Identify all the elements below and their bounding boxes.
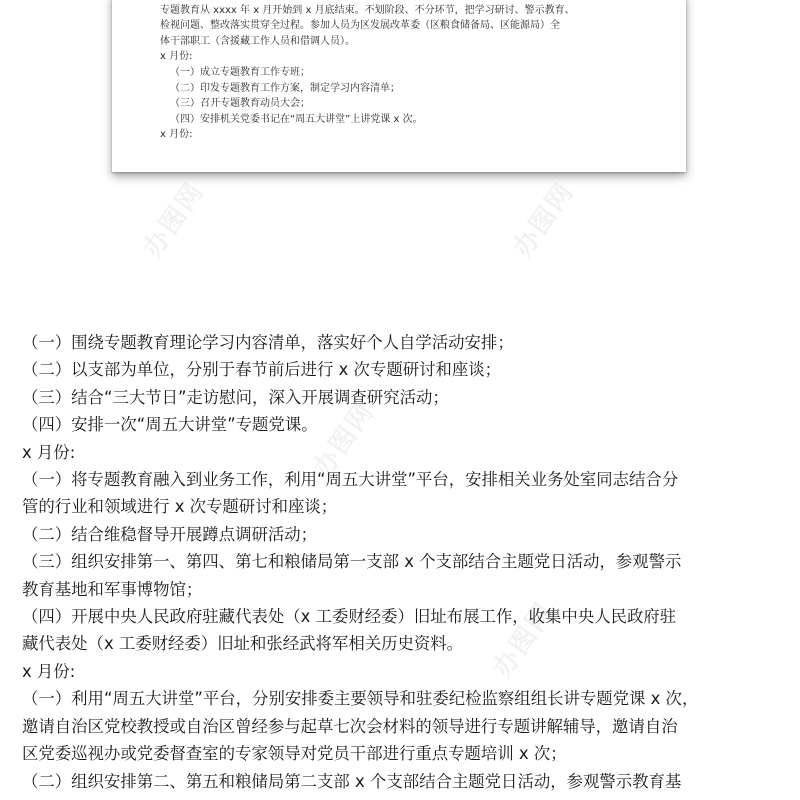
doc-line: 邀请自治区党校教授或自治区曾经参与起草七次会材料的领导进行专题讲解辅导，邀请自治 <box>22 716 678 736</box>
preview-item: （一）成立专题教育工作专班； <box>170 66 310 78</box>
doc-line: （四）开展中央人民政府驻藏代表处（x 工委财经委）旧址布展工作，收集中央人民政府驻 <box>22 607 677 627</box>
doc-line: （一）将专题教育融入到业务工作，利用“周五大讲堂”平台，安排相关业务处室同志结合分 <box>22 470 679 490</box>
preview-line: 检视问题、整改落实贯穿全过程。参加人员为区发展改革委（区粮食储备局、区能源局）全 <box>160 20 560 32</box>
document-preview-card <box>112 0 686 172</box>
doc-line: （一）利用“周五大讲堂”平台，分别安排委主要领导和驻委纪检监察组组长讲专题党课 x 次， <box>22 689 699 709</box>
doc-month-label: x 月份: <box>22 442 76 462</box>
watermark: 办图网 <box>487 596 561 683</box>
doc-line: （一）围绕专题教育理论学习内容清单，落实好个人自学活动安排； <box>22 333 514 352</box>
doc-month-label: x 月份: <box>22 661 76 681</box>
doc-line: （二）以支部为单位，分别于春节前后进行 x 次专题研讨和座谈； <box>22 360 502 380</box>
doc-line: 藏代表处（x 工委财经委）旧址和张经武将军相关历史资料。 <box>22 634 464 654</box>
watermark: 办图网 <box>137 176 211 263</box>
doc-line: （三）结合“三大节日”走访慰问，深入开展调查研究活动； <box>22 387 449 407</box>
preview-month-label: x 月份: <box>160 51 193 63</box>
preview-item: （二）印发专题教育工作方案，制定学习内容清单； <box>170 82 400 94</box>
doc-line: 管的行业和领域进行 x 次专题研讨和座谈； <box>22 497 338 517</box>
preview-month-label: x 月份: <box>160 129 193 141</box>
preview-item: （三）召开专题教育动员大会； <box>170 98 310 110</box>
document-body <box>22 329 782 795</box>
doc-line: （四）安排一次“周五大讲堂”专题党课。 <box>22 415 318 435</box>
doc-line: 教育基地和军事博物馆； <box>22 579 203 599</box>
preview-item: （四）安排机关党委书记在“周五大讲堂”上讲党课 x 次。 <box>170 113 423 125</box>
preview-line: 体干部职工（含援藏工作人员和借调人员）。 <box>160 35 355 47</box>
watermark: 办图网 <box>307 396 381 483</box>
watermark: 办图网 <box>507 176 581 263</box>
preview-content <box>160 0 660 143</box>
preview-line: 专题教育从 xxxx 年 x 月开始到 x 月底结束。不划阶段、不分环节，把学习研讨、警示教育、 <box>160 4 575 16</box>
doc-line: 区党委巡视办或党委督查室的专家领导对党员干部进行重点专题培训 x 次； <box>22 744 567 764</box>
doc-line: （三）组织安排第一、第四、第七和粮储局第一支部 x 个支部结合主题党日活动，参观警示 <box>22 552 682 572</box>
doc-line: （二）结合维稳督导开展蹲点调研活动； <box>22 524 318 544</box>
doc-line: （二）组织安排第二、第五和粮储局第二支部 x 个支部结合主题党日活动，参观警示教育基 <box>22 771 682 791</box>
